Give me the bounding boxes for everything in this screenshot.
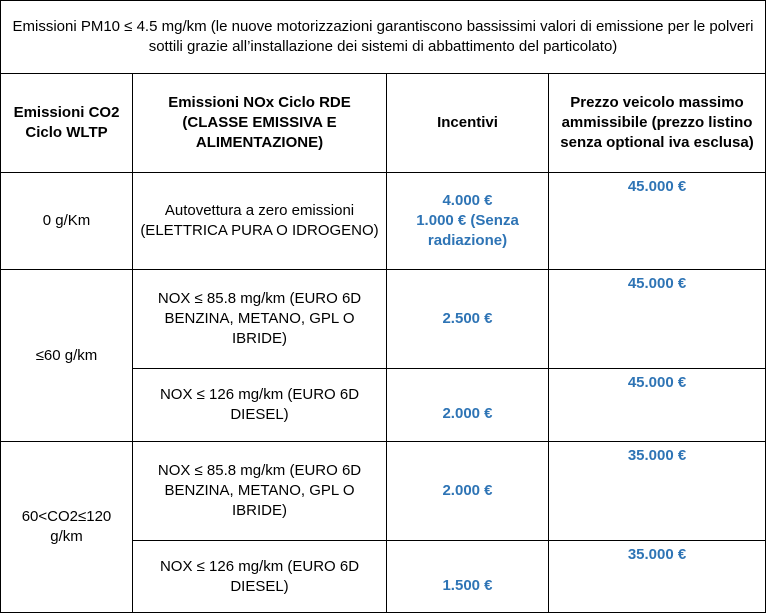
header-nox: Emissioni NOx Ciclo RDE (CLASSE EMISSIVA E ALIMENTAZIONE)	[133, 74, 387, 173]
table-row	[1, 442, 766, 541]
table-caption: Emissioni PM10 ≤ 4.5 mg/km (le nuove motorizzazioni garantiscono bassissimi valori di emissione per le polveri sottili grazie all’installazione dei sistemi di abbattimento del particolato)	[1, 1, 766, 74]
co2-cell: 60<CO2≤120 g/km	[1, 442, 133, 613]
nox-cell: NOX ≤ 126 mg/km (EURO 6D DIESEL)	[133, 369, 387, 442]
caption-row	[1, 1, 766, 74]
incentivo-value: 4.000 €	[442, 192, 493, 209]
nox-cell: NOX ≤ 85.8 mg/km (EURO 6D BENZINA, METANO, GPL O IBRIDE)	[133, 270, 387, 369]
co2-cell: 0 g/Km	[1, 173, 133, 270]
incentivo-extra-value: 1.000 € (Senza radiazione)	[416, 212, 519, 249]
prezzo-cell: 35.000 €	[549, 442, 766, 541]
incentivo-cell: 2.500 €	[387, 270, 549, 369]
co2-cell: ≤60 g/km	[1, 270, 133, 442]
header-prezzo: Prezzo veicolo massimo ammissibile (prezzo listino senza optional iva esclusa)	[549, 74, 766, 173]
header-row	[1, 74, 766, 173]
header-co2: Emissioni CO2 Ciclo WLTP	[1, 74, 133, 173]
prezzo-cell: 35.000 €	[549, 541, 766, 613]
incentivo-cell	[387, 173, 549, 270]
prezzo-cell: 45.000 €	[549, 173, 766, 270]
table-row	[1, 270, 766, 369]
nox-cell: NOX ≤ 126 mg/km (EURO 6D DIESEL)	[133, 541, 387, 613]
prezzo-cell: 45.000 €	[549, 369, 766, 442]
nox-cell: Autovettura a zero emissioni (ELETTRICA PURA O IDROGENO)	[133, 173, 387, 270]
incentivo-cell: 2.000 €	[387, 442, 549, 541]
header-incentivi: Incentivi	[387, 74, 549, 173]
nox-cell: NOX ≤ 85.8 mg/km (EURO 6D BENZINA, METANO, GPL O IBRIDE)	[133, 442, 387, 541]
prezzo-cell: 45.000 €	[549, 270, 766, 369]
incentivo-cell: 2.000 €	[387, 369, 549, 442]
incentivo-cell: 1.500 €	[387, 541, 549, 613]
table-row	[1, 173, 766, 270]
